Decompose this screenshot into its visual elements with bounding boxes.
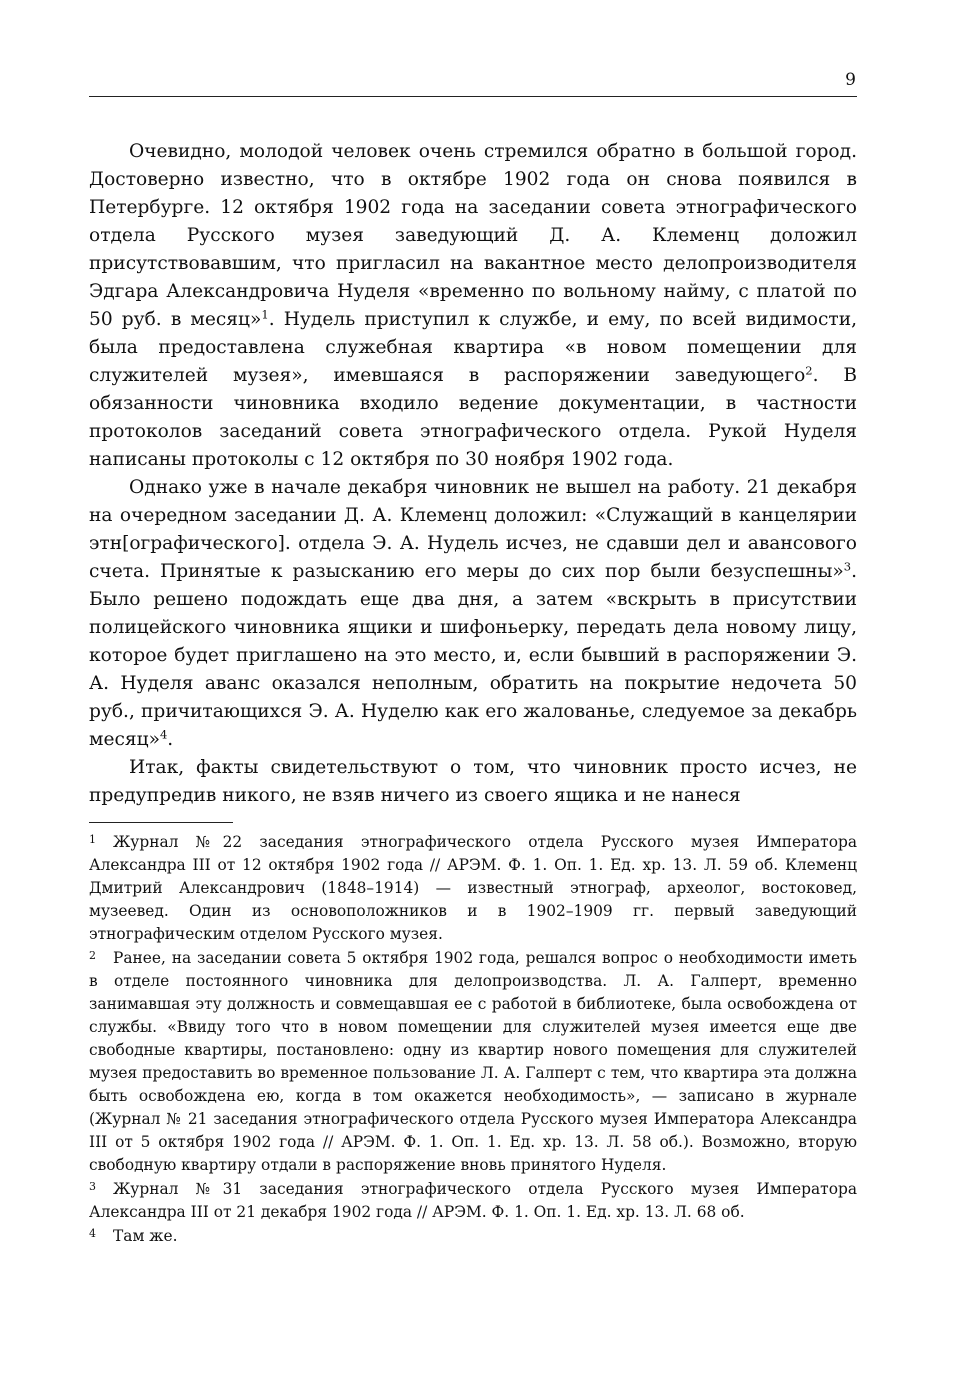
paragraph — [89, 138, 857, 474]
footnote: 1 Журнал №22 заседания этнографического отдела Русского музея Императора Александра III от 12 октября 1902 года // АРЭМ. Ф. 1. Оп. 1. Ед. хр. 13. Л. 59 об. Клеменц Дмитрий Александрович (1848–1914) — известный этнограф, археолог, востоковед, музеевед. Один из основоположников и в 1902–1909 гг. первый заведующий этнографическим отделом Русского музея. — [89, 833, 857, 943]
book-page — [89, 66, 857, 1249]
footnote-ref: 4 — [159, 727, 168, 742]
footnote: 2 Ранее, на заседании совета 5 октября 1902 года, решался вопрос о необходимости иметь в отделе постоянного чиновника для делопроизводства. Л. А. Галперт, временно занимавшая эту должность и совмещавшая ее с работой в библиотеке, была освобождена от службы. «Ввиду того что в новом помещении для служителей музея имеется еще две свободные квартиры, постановлено: одну из квартир нового помещения для служителей музея предоставить во временное пользование Л. А. Галперт с тем, что квартира эта должна быть освобождена ею, когда в том окажется необходимость», — записано в журнале (Журнал № 21 заседания этнографического отдела Русского музея Императора Александра III от 5 октября 1902 года // АРЭМ. Ф. 1. Оп. 1. Ед. хр. 13. Л. 58 об.). Возможно, вторую свободную квартиру отдали в распоряжение вновь принятого Нуделя. — [89, 949, 857, 1174]
footnote-ref: 1 — [261, 307, 269, 322]
text-run: Однако уже в начале декабря чиновник не вышел на работу. 21 декабря на очередном заседании Д. А. Клеменц доложил: «Служащий в канцелярии этн[ографического]. отдела Э. А. Нудель исчез, не сдавши дел и авансового счета. Принятые к разысканию его меры до сих пор были безуспешны» — [89, 477, 857, 582]
footnote-text: Ранее, на заседании совета 5 октября 1902 года, решался вопрос о необходимости иметь в отделе постоянного чиновника для делопроизводства. Л. А. Галперт, временно занимавшая эту должность и совмещавшая ее с работой в библиотеке, была освобождена от службы. «Ввиду того что в новом помещении для служителей музея имеется еще две свободные квартиры, постановлено: одну из квартир нового помещения для служителей музея предоставить во временное пользование Л. А. Галперт с тем, что квартира эта должна быть освобождена ею, когда в том окажется необходимость», — записано в журнале (Журнал № 21 заседания этнографического отдела Русского музея Императора Александра III от 5 октября 1902 года // АРЭМ. Ф. 1. Оп. 1. Ед. хр. 13. Л. 58 об.). Возможно, вторую свободную квартиру отдали в распоряжение вновь принятого Нуделя. — [89, 949, 857, 1174]
text-run: Итак, факты свидетельствуют о том, что чиновник просто исчез, не предупредив никого, не взяв ничего из своего ящика и не нанеся — [89, 757, 857, 806]
footnote: 4 Там же. — [89, 1227, 178, 1245]
page-number: 9 — [845, 70, 856, 90]
paragraph — [89, 474, 857, 754]
text-run: . В обязанности чиновника входило ведение документации, в частности протоколов заседаний совета этнографического отдела. Рукой Нуделя написаны протоколы с 12 октября по 30 ноября 1902 года. — [89, 365, 857, 470]
footnote-text: Там же. — [113, 1227, 178, 1245]
footnote-text: Журнал №22 заседания этнографического отдела Русского музея Императора Александра III от 12 октября 1902 года // АРЭМ. Ф. 1. Оп. 1. Ед. хр. 13. Л. 59 об. Клеменц Дмитрий Александрович (1848–1914) — известный этнограф, археолог, востоковед, музеевед. Один из основоположников и в 1902–1909 гг. первый заведующий этнографическим отделом Русского музея. — [89, 833, 857, 943]
text-run: . Нудель приступил к службе, и ему, по всей видимости, была предоставлена служебная квартира «в новом помещении для служителей музея», имевшаяся в распоряжении заведующего — [89, 309, 858, 386]
paragraph — [89, 754, 857, 810]
footnote: 3 Журнал №31 заседания этнографического отдела Русского музея Императора Александра III от 21 декабря 1902 года // АРЭМ. Ф. 1. Оп. 1. Ед. хр. 13. Л. 68 об. — [89, 1180, 857, 1221]
footnotes — [89, 831, 857, 1248]
footnote-ref: 2 — [805, 363, 813, 378]
footnote-separator — [89, 822, 233, 823]
footnote-ref: 3 — [843, 559, 852, 574]
text-run: . — [167, 729, 174, 750]
main-text — [89, 138, 857, 810]
text-run: . Было решено подождать еще два дня, а затем «вскрыть в присутствии полицейского чиновника ящики и шифоньерку, передать дела новому лицу, которое будет приглашено на это место, и, если бывший в распоряжении Э. А. Нуделя аванс оказался неполным, обратить на покрытие недочета 50 руб., причитающихся Э. А. Нуделю как его жалованье, следуемое за декабрь месяц» — [89, 561, 857, 750]
running-header — [89, 66, 857, 97]
text-run: Очевидно, молодой человек очень стремился обратно в большой город. Достоверно известно, что в октябре 1902 года он снова появился в Петербурге. 12 октября 1902 года на заседании совета этнографического отдела Русского музея заведующий Д. А. Клеменц доложил присутствовавшим, что пригласил на вакантное место делопроизводителя Эдгара Александровича Нуделя «временно по вольному найму, с платой по 50 руб. в месяц» — [89, 141, 857, 330]
footnote-text: Журнал №31 заседания этнографического отдела Русского музея Императора Александра III от 21 декабря 1902 года // АРЭМ. Ф. 1. Оп. 1. Ед. хр. 13. Л. 68 об. — [89, 1180, 857, 1221]
